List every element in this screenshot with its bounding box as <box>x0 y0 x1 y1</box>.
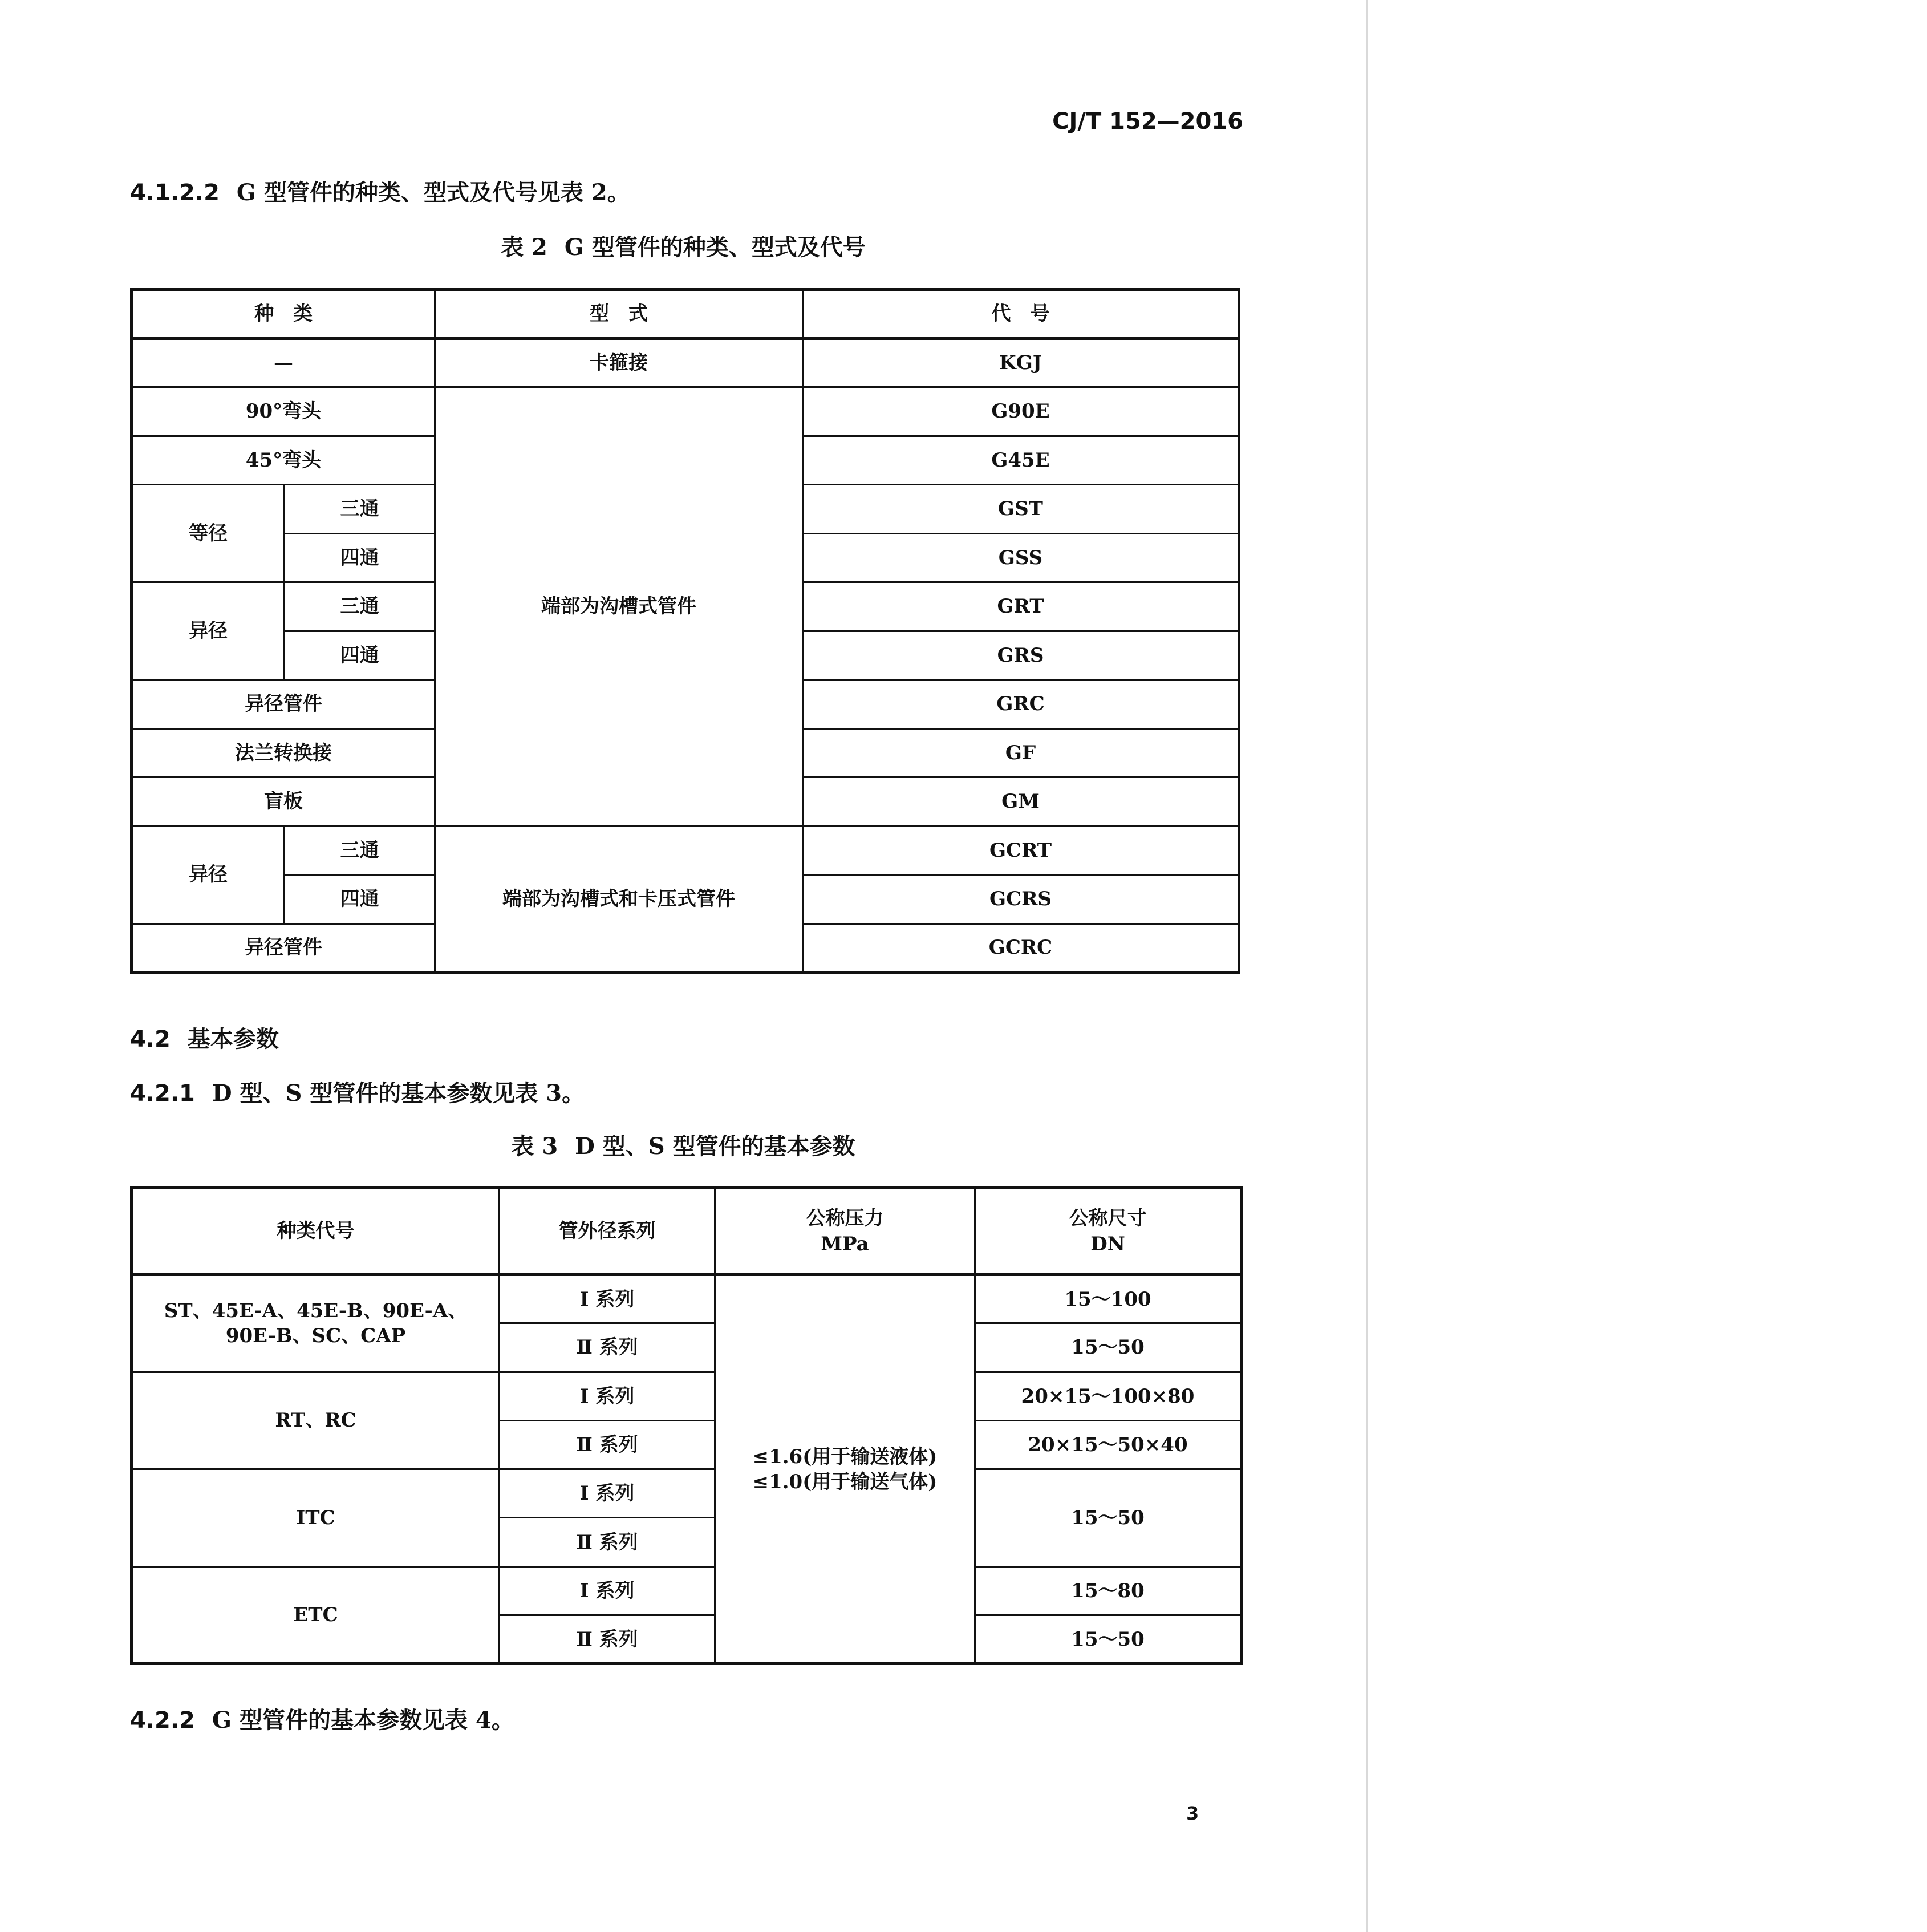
table-row <box>132 1469 1242 1518</box>
header-code: 代 号 <box>803 290 1239 339</box>
header-size <box>975 1188 1242 1275</box>
caption-number: 表 2 <box>501 234 547 261</box>
cell-subkind: 三通 <box>285 826 435 875</box>
cell-series: Ⅰ 系列 <box>500 1566 715 1615</box>
cell-subkind: 三通 <box>285 485 435 534</box>
clause-4-2-2 <box>130 1702 514 1735</box>
cell-kind: 异径管件 <box>132 924 435 973</box>
cell-series: Ⅱ 系列 <box>500 1420 715 1469</box>
table-row <box>132 1566 1242 1615</box>
caption-text: G 型管件的种类、型式及代号 <box>564 234 866 261</box>
clause-4-2 <box>130 1021 279 1054</box>
cell-code: GRT <box>803 582 1239 631</box>
cell-kind-code: RT、RC <box>132 1372 500 1469</box>
cell-series: Ⅱ 系列 <box>500 1323 715 1372</box>
cell-code: GF <box>803 728 1239 777</box>
cell-code: GCRS <box>803 875 1239 924</box>
cell-code: G45E <box>803 436 1239 485</box>
header-pressure-label: 公称压力 <box>806 1207 884 1230</box>
cell-code: G90E <box>803 387 1239 436</box>
clause-4-2-1 <box>130 1075 585 1108</box>
cell-code: GCRT <box>803 826 1239 875</box>
clause-number: 4.2 <box>130 1026 171 1052</box>
cell-code: GST <box>803 485 1239 534</box>
cell-kind: 异径管件 <box>132 680 435 729</box>
clause-number: 4.2.1 <box>130 1080 195 1107</box>
table2 <box>130 288 1240 974</box>
cell-code: GSS <box>803 533 1239 582</box>
cell-kind-code: ST、45E-A、45E-B、90E-A、90E-B、SC、CAP <box>132 1275 500 1372</box>
clause-4-1-2-2 <box>130 175 630 207</box>
cell-subkind: 四通 <box>285 533 435 582</box>
caption-text: D 型、S 型管件的基本参数 <box>575 1133 855 1160</box>
pressure-gas: ≤1.0(用于输送气体) <box>752 1470 938 1493</box>
table2-caption <box>130 229 1236 262</box>
cell-kind-reducing: 异径 <box>132 582 285 680</box>
table-row <box>132 1275 1242 1323</box>
viewer-gutter <box>1366 0 1927 1932</box>
pressure-liquid: ≤1.6(用于输送液体) <box>752 1445 938 1468</box>
cell-series: Ⅰ 系列 <box>500 1469 715 1518</box>
cell-form-groove-press: 端部为沟槽式和卡压式管件 <box>435 826 803 973</box>
header-kind: 种 类 <box>132 290 435 339</box>
header-pressure-unit: MPa <box>821 1232 869 1255</box>
cell-size: 15～50 <box>975 1615 1242 1664</box>
table-header-row <box>132 290 1239 339</box>
header-form: 型 式 <box>435 290 803 339</box>
cell-kind: 法兰转换接 <box>132 728 435 777</box>
cell-kind: 45°弯头 <box>132 436 435 485</box>
cell-code: GRS <box>803 631 1239 680</box>
cell-form: 卡箍接 <box>435 338 803 387</box>
clause-text: D 型、S 型管件的基本参数见表 3。 <box>212 1080 585 1107</box>
caption-number: 表 3 <box>511 1133 558 1160</box>
clause-text: G 型管件的基本参数见表 4。 <box>212 1707 514 1733</box>
table-row <box>132 338 1239 387</box>
cell-size: 15～50 <box>975 1323 1242 1372</box>
cell-size: 15～50 <box>975 1469 1242 1567</box>
cell-pressure <box>715 1275 975 1664</box>
cell-kind-reducing: 异径 <box>132 826 285 924</box>
cell-kind-code: ETC <box>132 1566 500 1664</box>
clause-number: 4.1.2.2 <box>130 180 220 206</box>
table-row <box>132 387 1239 436</box>
clause-number: 4.2.2 <box>130 1707 195 1733</box>
cell-size: 15～100 <box>975 1275 1242 1323</box>
cell-code: GM <box>803 777 1239 827</box>
header-size-label: 公称尺寸 <box>1069 1207 1147 1230</box>
cell-subkind: 四通 <box>285 631 435 680</box>
table-header-row <box>132 1188 1242 1275</box>
cell-size: 20×15～100×80 <box>975 1372 1242 1420</box>
cell-code: GCRC <box>803 924 1239 973</box>
table-row <box>132 826 1239 875</box>
cell-kind: 90°弯头 <box>132 387 435 436</box>
cell-kind: 盲板 <box>132 777 435 827</box>
cell-kind: — <box>132 338 435 387</box>
table3-caption <box>130 1128 1236 1161</box>
cell-code: GRC <box>803 680 1239 729</box>
cell-size: 15～80 <box>975 1566 1242 1615</box>
cell-kind-equal: 等径 <box>132 485 285 582</box>
cell-series: Ⅰ 系列 <box>500 1372 715 1420</box>
cell-kind-code: ITC <box>132 1469 500 1567</box>
clause-text: 基本参数 <box>187 1026 279 1052</box>
table-row <box>132 1372 1242 1420</box>
cell-subkind: 三通 <box>285 582 435 631</box>
table3 <box>130 1186 1243 1665</box>
cell-code: KGJ <box>803 338 1239 387</box>
page-number: 3 <box>1186 1803 1199 1824</box>
cell-series: Ⅰ 系列 <box>500 1275 715 1323</box>
cell-form-groove: 端部为沟槽式管件 <box>435 387 803 827</box>
standard-code: CJ/T 152—2016 <box>1052 108 1243 135</box>
cell-series: Ⅱ 系列 <box>500 1615 715 1664</box>
cell-series: Ⅱ 系列 <box>500 1518 715 1566</box>
clause-text: G 型管件的种类、型式及代号见表 2。 <box>236 179 630 206</box>
header-size-unit: DN <box>1090 1232 1125 1255</box>
header-kind-code: 种类代号 <box>132 1188 500 1275</box>
header-series: 管外径系列 <box>500 1188 715 1275</box>
cell-size: 20×15～50×40 <box>975 1420 1242 1469</box>
cell-subkind: 四通 <box>285 875 435 924</box>
header-pressure <box>715 1188 975 1275</box>
